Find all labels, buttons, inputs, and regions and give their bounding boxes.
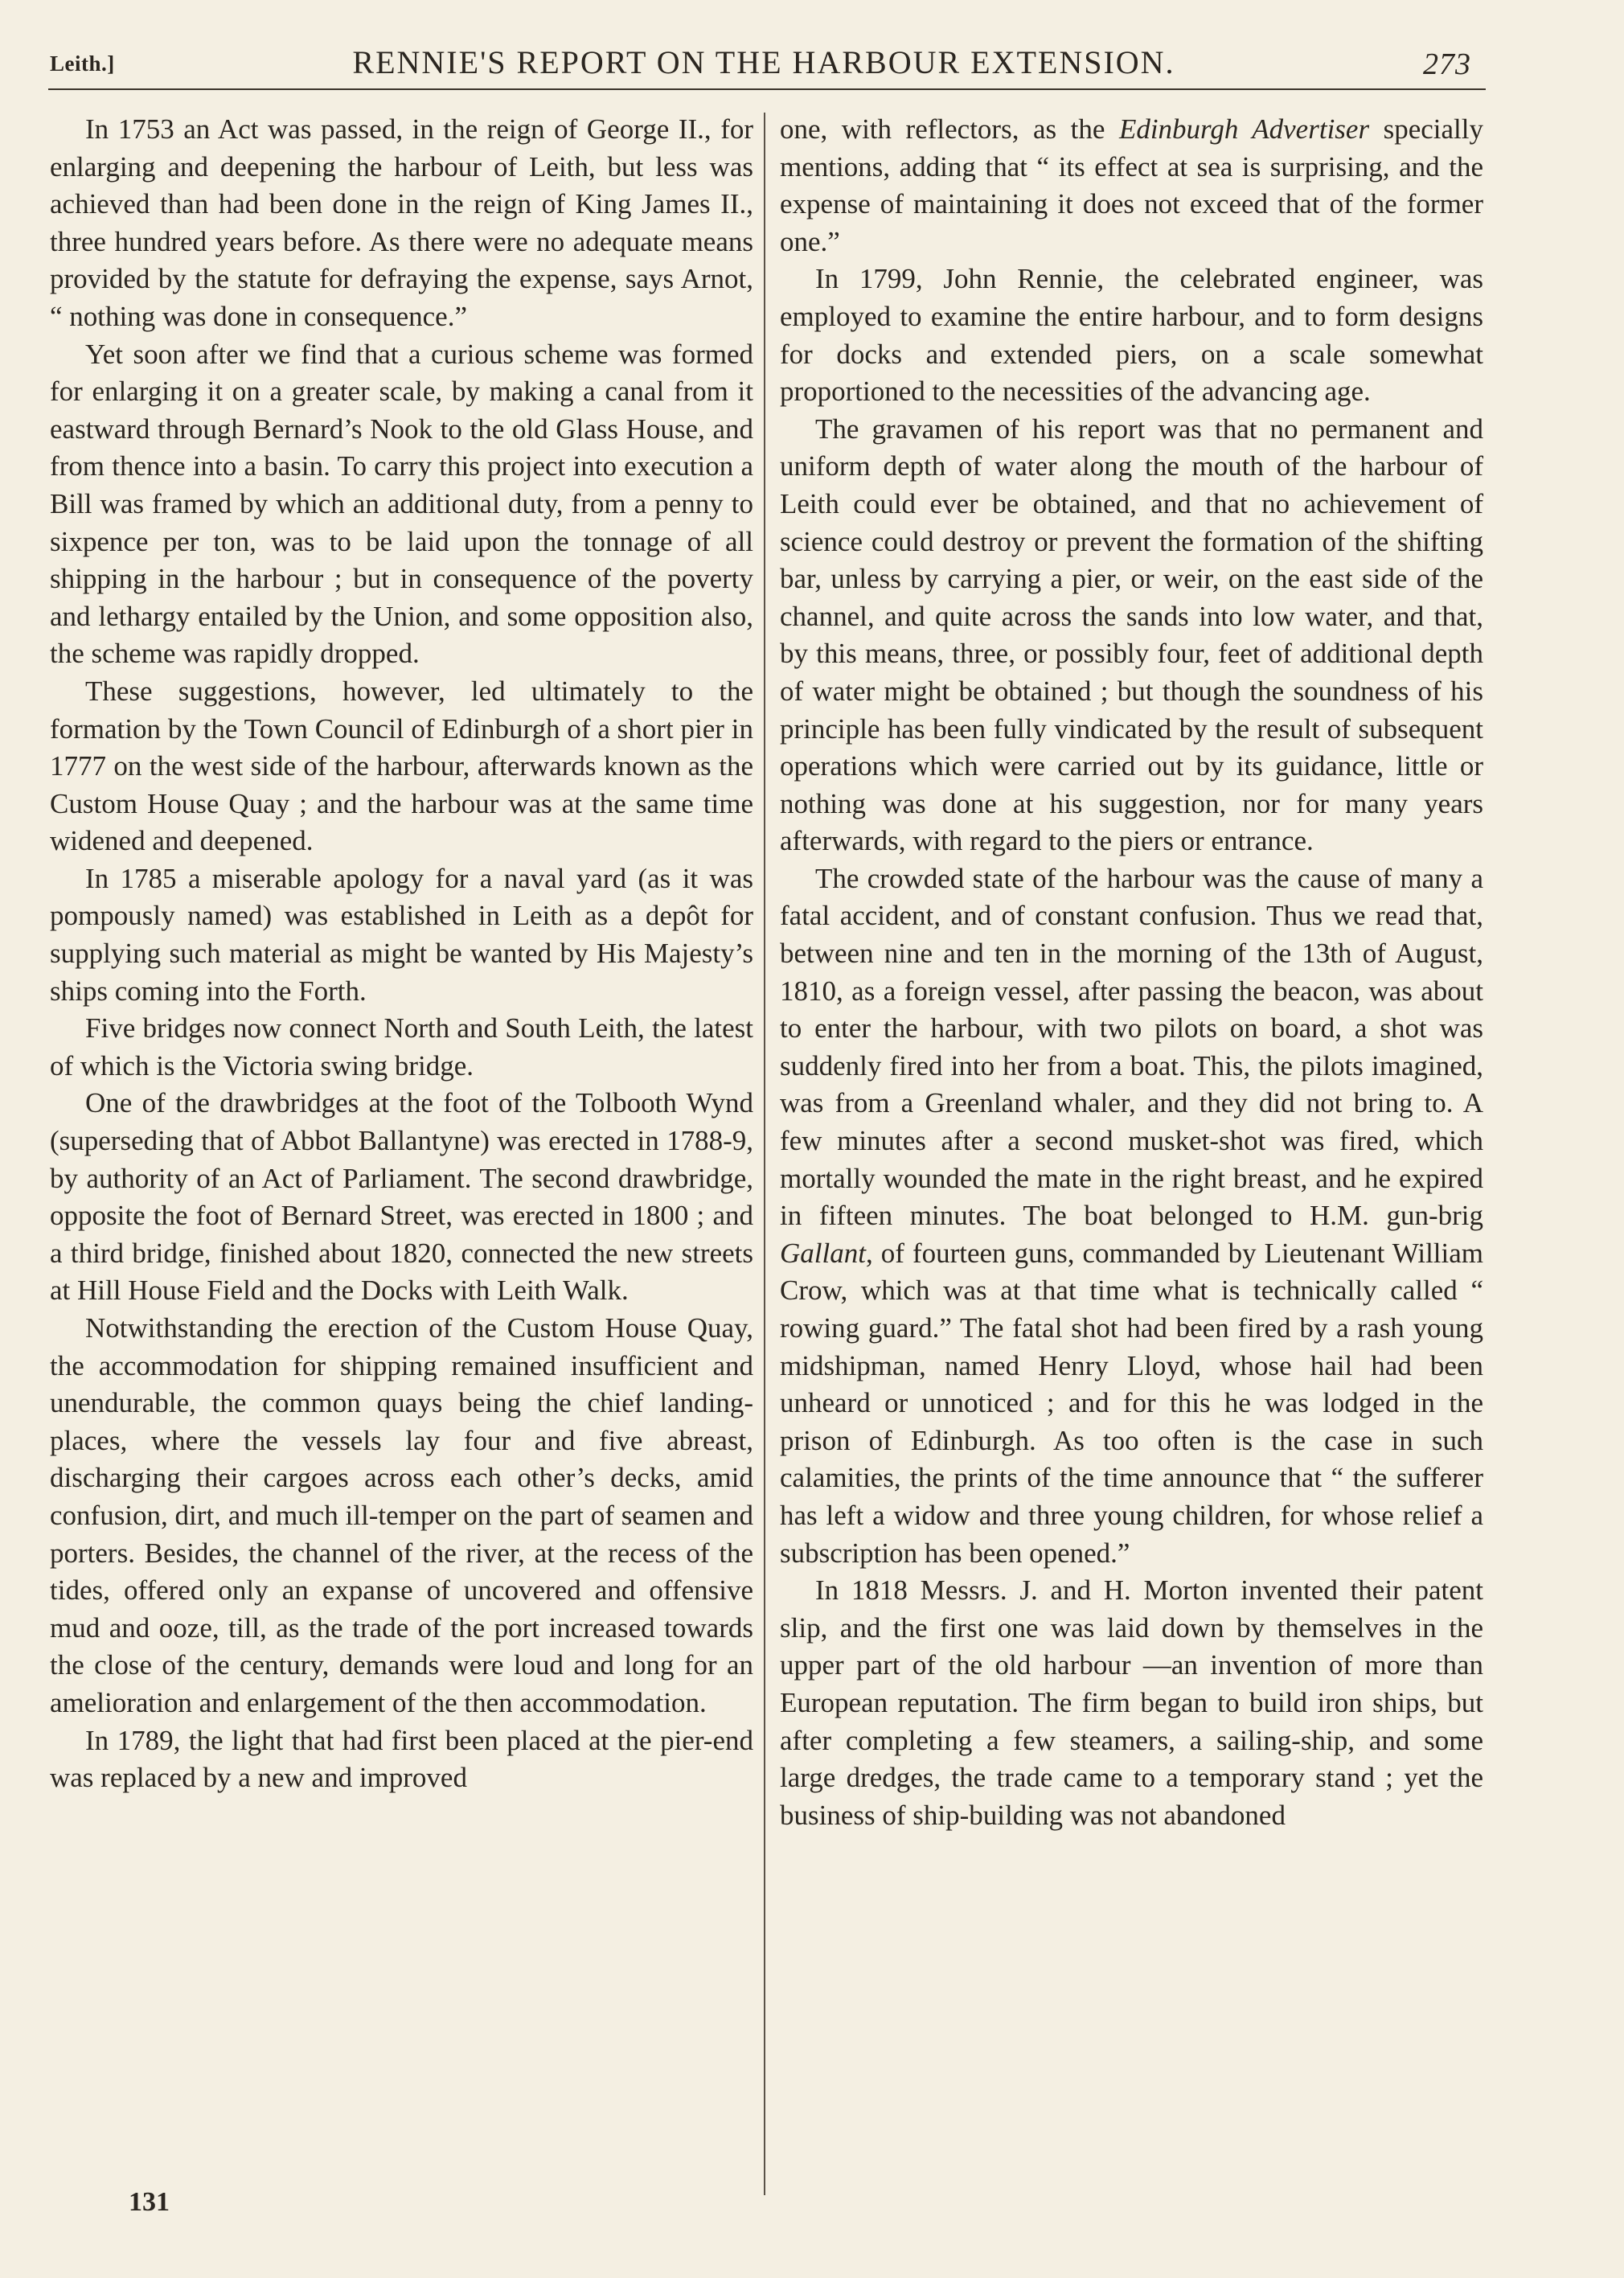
paragraph: One of the drawbridges at the foot of the Tolbooth Wynd (superseding that of Abbot Ballantyne) was erected in 1788-9, by authority of an Act of Parliament. The second drawbridge, opposite the foot of Bernard Street, was erected in 1800 ; and a third bridge, finished about 1820, connected the new streets at Hill House Field and the Docks with Leith Walk. bbox=[50, 1087, 753, 1307]
right-column bbox=[780, 111, 1483, 1834]
paragraph: Yet soon after we find that a curious scheme was formed for enlarging it on a greater scale, by making a canal from it eastward through Bernard’s Nook to the old Glass House, and from thence into a basin. To carry this project into execution a Bill was framed by which an additional duty, from a penny to sixpence per ton, was to be laid upon the tonnage of all shipping in the harbour ; but in consequence of the poverty and lethargy entailed by the Union, and some opposition also, the scheme was rapidly dropped. bbox=[50, 338, 753, 670]
paragraph: In 1753 an Act was passed, in the reign of George II., for enlarging and deepening the harbour of Leith, but less was achieved than had been done in the reign of King James II., three hundred years before. As there were no adequate means provided by the statute for defraying the expense, says Arnot, “ nothing was done in consequence.” bbox=[50, 113, 753, 332]
paragraph: In 1785 a miserable apology for a naval yard (as it was pompously named) was established in Leith as a depôt for supplying such material as might be wanted by His Majesty’s ships coming into the Forth. bbox=[50, 862, 753, 1007]
header-rule bbox=[48, 88, 1486, 90]
ship-name: Gallant bbox=[780, 1237, 866, 1269]
paragraph: In 1799, John Rennie, the celebrated engineer, was employed to examine the entire harbour, and to form designs for docks and extended piers, on a scale somewhat proportioned to the necessities of the advancing age. bbox=[780, 263, 1483, 408]
signature-mark: 131 bbox=[129, 2187, 170, 2217]
section-label: Leith.] bbox=[50, 51, 115, 76]
paragraph: Five bridges now connect North and South Leith, the latest of which is the Victoria swing bridge. bbox=[50, 1012, 753, 1082]
paragraph: Notwithstanding the erection of the Custom House Quay, the accommodation for shipping remained insufficient and unendurable, the common quays being the chief landing-places, where the vessels lay four and five abreast, discharging their cargoes across each other’s decks, amid confusion, dirt, and much ill-temper on the part of seamen and porters. Besides, the channel of the river, at the recess of the tides, offered only an expanse of uncovered and offensive mud and ooze, till, as the trade of the port increased towards the close of the century, demands were loud and long for an amelioration and enlargement of the then accommodation. bbox=[50, 1312, 753, 1718]
text-run: , of fourteen guns, commanded by Lieutenant William Crow, which was at that time what is technically called “ rowing guard.” The fatal shot had been fired by a rash young midshipman, named Henry Lloyd, whose hail had been unheard or unnoticed ; and for this he was lodged in the prison of Edinburgh. As too often is the case in such calamities, the prints of the time announce that “ the sufferer has left a widow and three young children, for whose relief a subscription has been opened.” bbox=[780, 1237, 1483, 1569]
column-divider bbox=[764, 113, 765, 2195]
paragraph: These suggestions, however, led ultimately to the formation by the Town Council of Edinburgh of a short pier in 1777 on the west side of the harbour, afterwards known as the Custom House Quay ; and the harbour was at the same time widened and deepened. bbox=[50, 675, 753, 857]
page-number: 273 bbox=[1423, 47, 1471, 81]
text-run: one, with reflectors, as the bbox=[780, 113, 1119, 145]
running-head bbox=[48, 39, 1479, 87]
paragraph: In 1789, the light that had first been placed at the pier-end was replaced by a new and improved bbox=[50, 1724, 753, 1794]
paragraph: The gravamen of his report was that no permanent and uniform depth of water along the mouth of the harbour of Leith could ever be obtained, and that no achievement of science could destroy or prevent the formation of the shifting bar, unless by carrying a pier, or weir, on the east side of the channel, and quite across the sands into low water, and that, by this means, three, or possibly four, feet of additional depth of water might be obtained ; but though the soundness of his principle has been fully vindicated by the result of subsequent operations which were carried out by its guidance, little or nothing was done at his suggestion, nor for many years afterwards, with regard to the piers or entrance. bbox=[780, 413, 1483, 857]
text-run: specially mentions, adding that “ its effect at sea is surprising, and the expense of maintaining it does not exceed that of the former one.” bbox=[780, 113, 1484, 257]
continued-paragraph bbox=[780, 111, 1483, 261]
paragraph: In 1818 Messrs. J. and H. Morton invented their patent slip, and the first one was laid down by themselves in the upper part of the old harbour —an invention of more than European reputation. The firm began to build iron ships, but after completing a few steamers, a sailing-ship, and some large dredges, the trade came to a temporary stand ; yet the business of ship-building was not abandoned bbox=[780, 1574, 1483, 1831]
paragraph bbox=[780, 860, 1483, 1572]
newspaper-title: Edinburgh Advertiser bbox=[1118, 113, 1370, 145]
left-column bbox=[50, 111, 753, 1797]
text-run: The crowded state of the harbour was the cause of many a fatal accident, and of constant confusion. Thus we read that, between nine and ten in the morning of the 13th of August, 1810, as a foreign vessel, after passing the beacon, was about to enter the harbour, with two pilots on board, a shot was suddenly fired into her from a boat. This, the pilots imagined, was from a Greenland whaler, and they did not bring to. A few minutes after a second musket-shot was fired, which mortally wounded the mate in the right breast, and he expired in fifteen minutes. The boat belonged to H.M. gun-brig bbox=[780, 862, 1483, 1232]
page-title: RENNIE'S REPORT ON THE HARBOUR EXTENSION. bbox=[352, 44, 1175, 80]
